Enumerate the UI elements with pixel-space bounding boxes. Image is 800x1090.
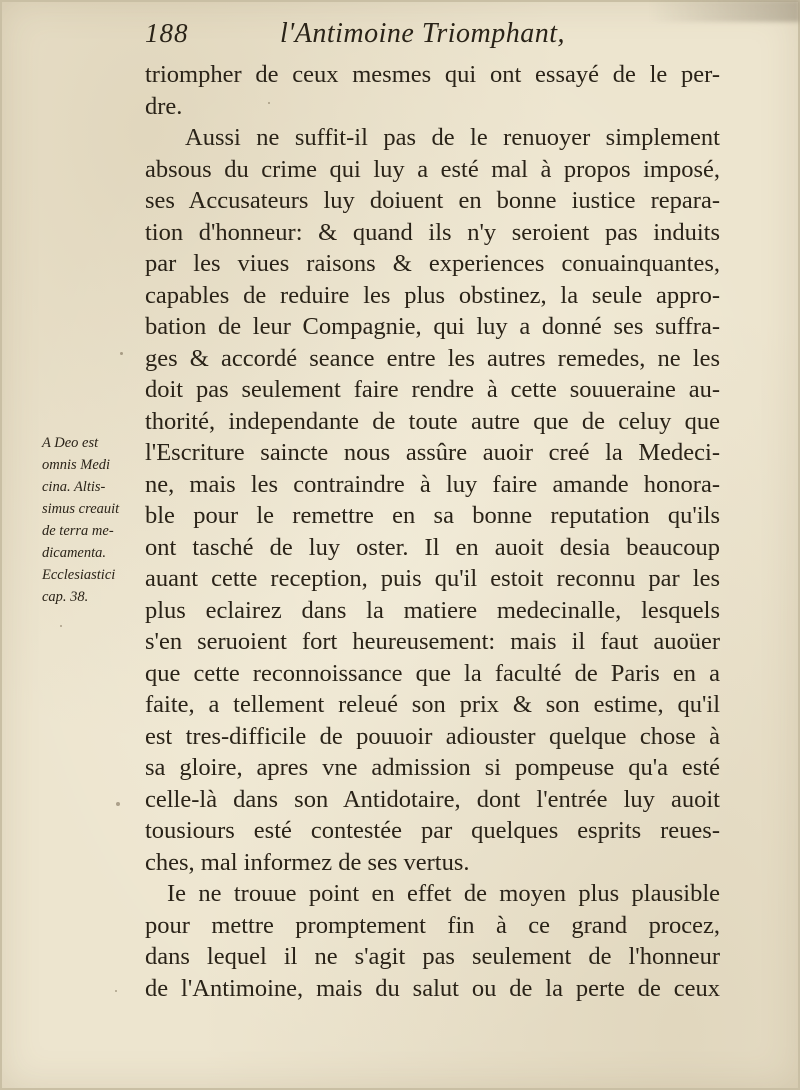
text-line: pour mettre promptement fin à ce grand procez,	[145, 911, 720, 939]
body-text	[145, 59, 720, 1004]
text-line: ont tasché de luy oster. Il en auoit desia beaucoup	[145, 533, 720, 561]
text-line: est tres-difficile de pouuoir adiouster quelque chose à	[145, 722, 720, 750]
paper-speck	[115, 990, 117, 992]
text-line: Aussi ne suffit-il pas de le renuoyer simplement	[185, 124, 720, 151]
text-line: ges & accordé seance entre les autres remedes, ne les	[145, 344, 720, 372]
text-line: thorité, independante de toute autre que de celuy que	[145, 407, 720, 435]
paper-speck	[116, 802, 120, 806]
text-line: plus eclairez dans la matiere medecinalle, lesquels	[145, 596, 720, 624]
marginal-note	[42, 432, 142, 608]
text-line: ne, mais les contraindre à luy faire amande honora-	[145, 470, 720, 498]
running-title: l'Antimoine Triomphant,	[280, 18, 566, 49]
marginal-note-line: simus creauit	[42, 501, 120, 517]
text-line: de l'Antimoine, mais du salut ou de la perte de ceux	[145, 974, 720, 1002]
marginal-note-line: A Deo est	[42, 435, 99, 451]
page-header	[145, 18, 715, 58]
text-line: sa gloire, apres vne admission si pompeuse qu'a esté	[145, 754, 720, 781]
text-line: faite, a tellement releué son prix & son estime, qu'il	[145, 691, 720, 718]
paper-speck	[60, 625, 62, 627]
text-line: par les viues raisons & experiences conuainquantes,	[145, 250, 720, 277]
text-line: tion d'honneur: & quand ils n'y seroient pas induits	[145, 218, 720, 246]
marginal-note-line: cap. 38.	[42, 589, 89, 605]
text-line: l'Escriture saincte nous assûre auoir creé la Medeci-	[145, 439, 720, 466]
text-line: absous du crime qui luy a esté mal à propos imposé,	[145, 155, 720, 183]
text-line: ches, mal informez de ses vertus.	[145, 848, 470, 876]
paper-speck	[268, 102, 270, 104]
marginal-note-line: dicamenta.	[42, 545, 107, 561]
page-number: 188	[145, 18, 189, 48]
text-line: celle-là dans son Antidotaire, dont l'entrée luy auoit	[145, 785, 720, 813]
text-line: dre.	[145, 92, 183, 120]
text-line: auant cette reception, puis qu'il estoit reconnu par les	[145, 565, 720, 592]
text-line: ses Accusateurs luy doiuent en bonne iustice repara-	[145, 187, 720, 214]
text-line: Ie ne trouue point en effet de moyen plus plausible	[167, 880, 720, 907]
marginal-note-line: omnis Medi	[42, 457, 111, 473]
marginal-note-line: cina. Altis-	[42, 479, 106, 495]
text-line: dans lequel il ne s'agit pas seulement de l'honneur	[145, 943, 720, 970]
text-line: triompher de ceux mesmes qui ont essayé de le per-	[145, 61, 720, 88]
paper-speck	[120, 352, 123, 355]
text-line: bation de leur Compagnie, qui luy a donné ses suffra-	[145, 313, 720, 340]
marginal-note-line: de terra me-	[42, 523, 114, 539]
text-line: ble pour le remettre en sa bonne reputation qu'ils	[145, 502, 720, 529]
text-line: que cette reconnoissance que la faculté de Paris en a	[145, 659, 720, 687]
text-line: s'en seruoient fort heureusement: mais il faut auoüer	[145, 628, 720, 655]
text-line: tousiours esté contestée par quelques esprits reues-	[145, 817, 720, 844]
marginal-note-line: Ecclesiastici	[42, 567, 116, 583]
text-line: capables de reduire les plus obstinez, la seule appro-	[145, 281, 720, 309]
text-line: doit pas seulement faire rendre à cette souueraine au-	[145, 376, 720, 403]
